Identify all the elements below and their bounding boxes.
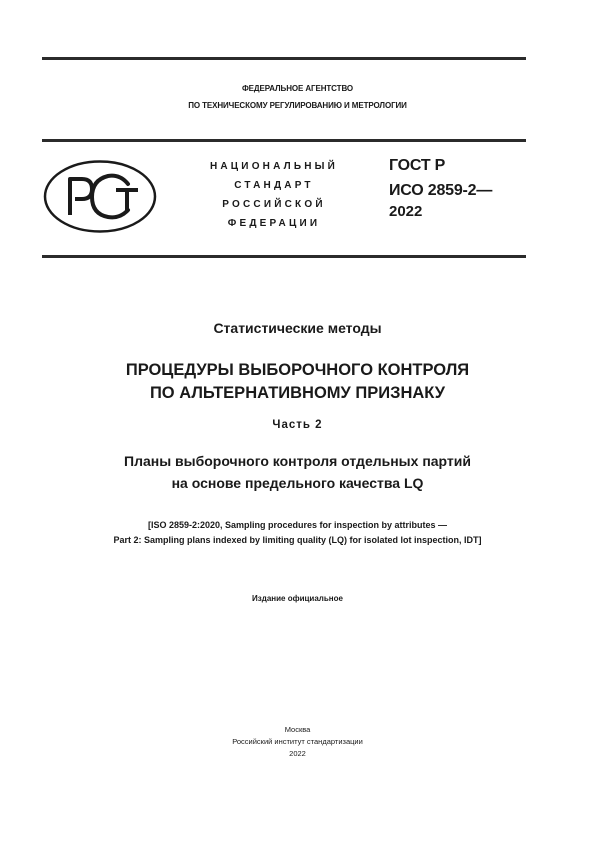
standard-designation	[389, 153, 492, 203]
national-standard-label	[186, 157, 362, 233]
top-rule	[42, 57, 526, 60]
national-standard-line-2: СТАНДАРТ	[234, 180, 314, 191]
imprint	[0, 724, 595, 760]
iso-reference	[0, 518, 595, 548]
title-line-1: ПРОЦЕДУРЫ ВЫБОРОЧНОГО КОНТРОЛЯ	[125, 361, 470, 379]
imprint-publisher: Российский институт стандартизации	[232, 737, 363, 746]
iso-reference-line-1: [ISO 2859-2:2020, Sampling procedures for inspection by attributes —	[147, 520, 448, 530]
agency-name-line-2: ПО ТЕХНИЧЕСКОМУ РЕГУЛИРОВАНИЮ И МЕТРОЛОГИИ	[188, 101, 407, 110]
document-subject: Статистические методы	[213, 320, 382, 336]
designation-year: 2022	[389, 203, 423, 220]
imprint-city: Москва	[284, 725, 311, 734]
header-rule	[42, 139, 526, 142]
document-part: Часть 2	[272, 419, 323, 431]
national-standard-line-3: РОССИЙСКОЙ	[222, 199, 326, 210]
document-title	[0, 359, 595, 405]
subtitle-line-2: на основе предельного качества LQ	[171, 475, 424, 491]
iso-reference-line-2: Part 2: Sampling plans indexed by limiting quality (LQ) for isolated lot inspection, IDT]	[113, 535, 482, 545]
agency-name-line-1: ФЕДЕРАЛЬНОЕ АГЕНТСТВО	[241, 84, 354, 93]
subtitle-line-1: Планы выборочного контроля отдельных партий	[124, 453, 471, 469]
designation-line-1: ГОСТ Р	[389, 157, 446, 174]
document-subtitle	[0, 450, 595, 494]
edition-note: Издание официальное	[252, 594, 343, 603]
national-standard-line-4: ФЕДЕРАЦИИ	[227, 218, 321, 229]
designation-line-2: ИСО 2859-2—	[389, 182, 493, 199]
header-bottom-rule	[42, 255, 526, 258]
national-standard-line-1: НАЦИОНАЛЬНЫЙ	[209, 161, 339, 172]
imprint-year: 2022	[289, 749, 306, 758]
title-line-2: ПО АЛЬТЕРНАТИВНОМУ ПРИЗНАКУ	[149, 384, 446, 402]
rst-certification-mark-icon	[42, 159, 158, 234]
